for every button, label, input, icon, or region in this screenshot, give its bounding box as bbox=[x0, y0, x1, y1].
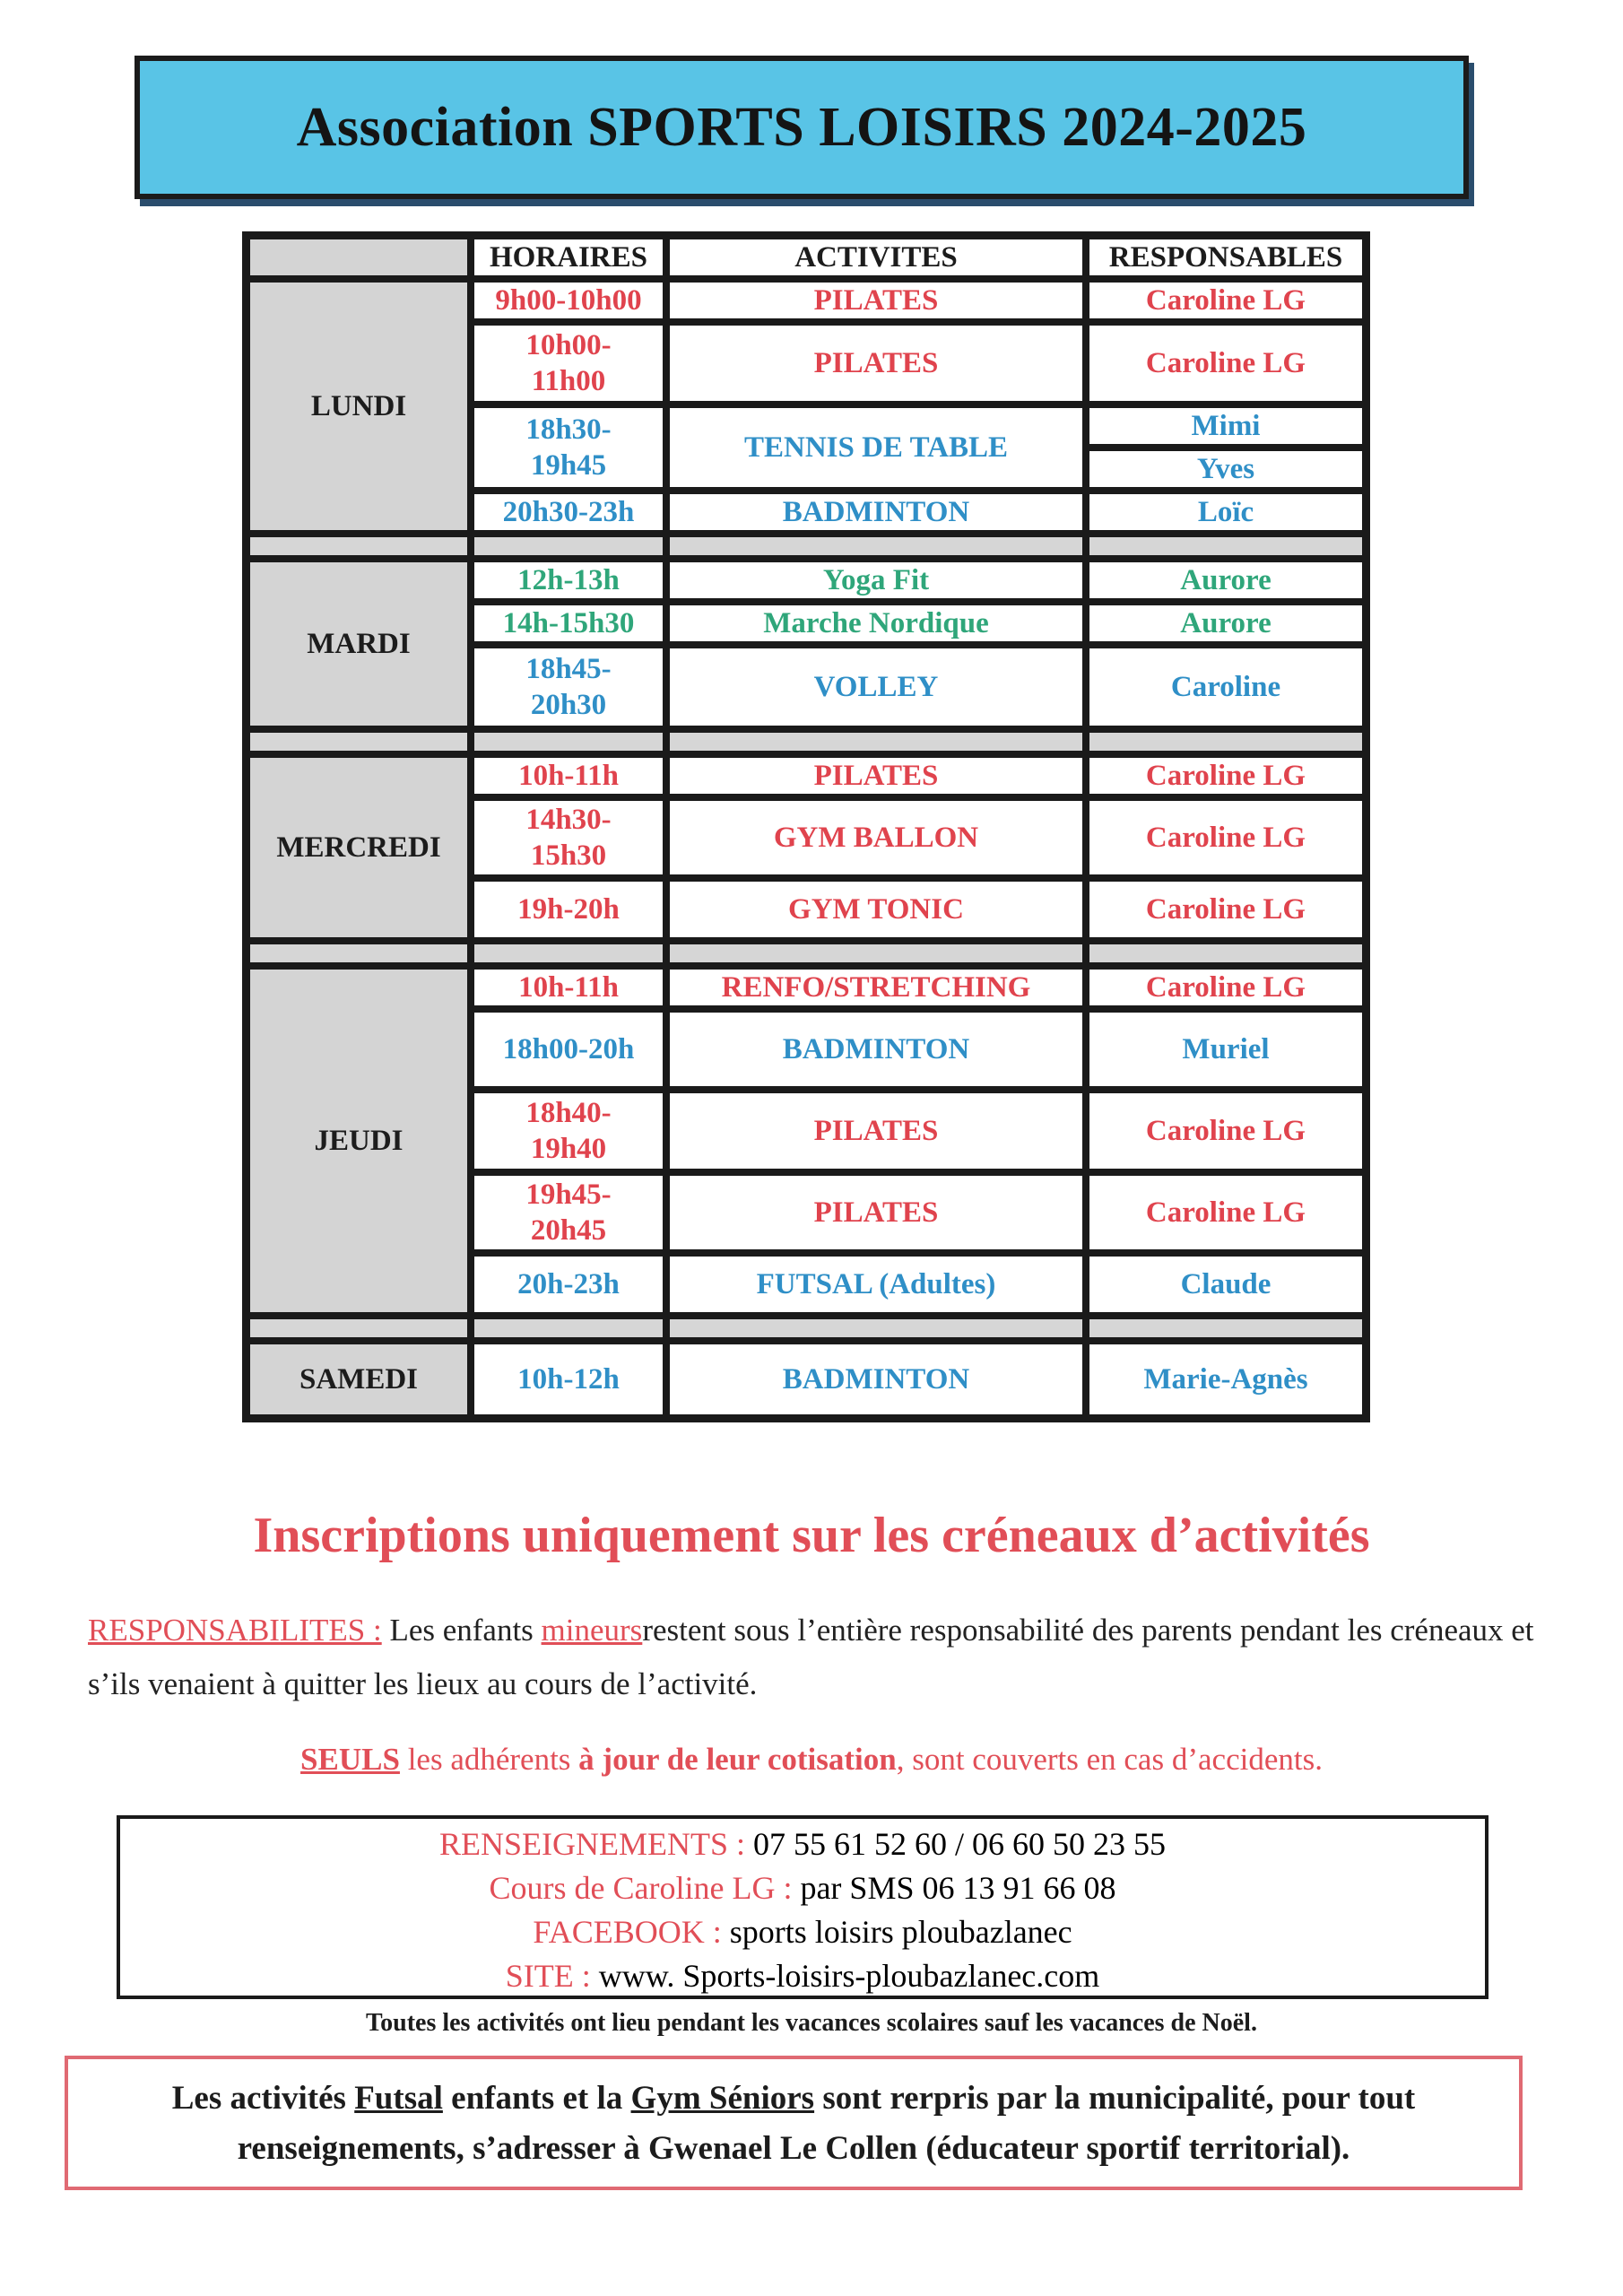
municipality-note-box bbox=[65, 2056, 1523, 2190]
activity-cell: GYM TONIC bbox=[666, 878, 1086, 941]
bottom-text-3: sont rerpris par la municipalité, pour tout renseignements, s’adresser à Gwenael Le Collen (éducateur sportif territorial). bbox=[237, 2080, 1416, 2167]
seuls-paragraph bbox=[0, 1733, 1623, 1787]
site-value: www. Sports-loisirs-ploubazlanec.com bbox=[590, 1958, 1100, 1994]
activity-cell: PILATES bbox=[666, 1090, 1086, 1172]
headline: Inscriptions uniquement sur les créneaux d’activités bbox=[253, 1508, 1370, 1563]
responsable-cell: Caroline LG bbox=[1086, 322, 1366, 404]
table-row bbox=[247, 754, 1366, 797]
table-row bbox=[247, 1341, 1366, 1418]
facebook-label: FACEBOOK : bbox=[533, 1914, 722, 1950]
responsable-cell: Caroline LG bbox=[1086, 1172, 1366, 1253]
header-horaires: HORAIRES bbox=[471, 236, 666, 279]
day-mardi: MARDI bbox=[247, 559, 471, 729]
separator-cell bbox=[247, 941, 471, 966]
bottom-text-2: enfants et la bbox=[442, 2080, 631, 2117]
bottom-text-1: Les activités bbox=[171, 2080, 355, 2117]
time-cell bbox=[471, 797, 666, 878]
activity-cell: VOLLEY bbox=[666, 645, 1086, 729]
separator-cell bbox=[471, 534, 666, 559]
separator-cell bbox=[1086, 729, 1366, 754]
facebook-value: sports loisirs ploubazlanec bbox=[721, 1914, 1072, 1950]
info-box bbox=[117, 1815, 1488, 1999]
seuls-bold: à jour de leur cotisation bbox=[578, 1742, 897, 1777]
time-text: 14h30-15h30 bbox=[525, 804, 612, 872]
gym-seniors-word: Gym Séniors bbox=[630, 2080, 815, 2117]
time-cell: 19h-20h bbox=[471, 878, 666, 941]
activity-cell: BADMINTON bbox=[666, 1009, 1086, 1090]
responsable-cell: Aurore bbox=[1086, 602, 1366, 645]
responsable-cell: Caroline LG bbox=[1086, 878, 1366, 941]
separator-cell bbox=[247, 729, 471, 754]
activity-cell: RENFO/STRETCHING bbox=[666, 966, 1086, 1009]
separator-row bbox=[247, 941, 1366, 966]
responsable-cell: Mimi bbox=[1086, 404, 1366, 448]
header-blank-cell bbox=[247, 236, 471, 279]
separator-cell bbox=[471, 941, 666, 966]
responsabilites-paragraph bbox=[88, 1604, 1558, 1711]
time-cell: 10h-12h bbox=[471, 1341, 666, 1418]
separator-cell bbox=[247, 1316, 471, 1341]
responsable-cell: Caroline LG bbox=[1086, 279, 1366, 322]
responsable-cell: Claude bbox=[1086, 1253, 1366, 1316]
time-cell: 12h-13h bbox=[471, 559, 666, 602]
caroline-label: Cours de Caroline LG : bbox=[489, 1870, 793, 1906]
responsabilites-text-1: Les enfants bbox=[381, 1613, 542, 1648]
time-cell bbox=[471, 1172, 666, 1253]
table-row bbox=[247, 559, 1366, 602]
responsable-cell: Loïc bbox=[1086, 491, 1366, 534]
page-title: Association SPORTS LOISIRS 2024-2025 bbox=[296, 96, 1307, 158]
table-row bbox=[247, 279, 1366, 322]
responsable-cell: Caroline LG bbox=[1086, 966, 1366, 1009]
header-responsables: RESPONSABLES bbox=[1086, 236, 1366, 279]
separator-cell bbox=[247, 534, 471, 559]
seuls-text-1: les adhérents bbox=[399, 1742, 579, 1777]
separator-cell bbox=[1086, 534, 1366, 559]
responsable-cell: Aurore bbox=[1086, 559, 1366, 602]
time-text: 10h00-11h00 bbox=[525, 329, 612, 397]
holiday-note: Toutes les activités ont lieu pendant les vacances scolaires sauf les vacances de Noël. bbox=[366, 2009, 1257, 2037]
time-cell bbox=[471, 1090, 666, 1172]
caroline-value: par SMS 06 13 91 66 08 bbox=[792, 1870, 1116, 1906]
seuls-label: SEULS bbox=[300, 1742, 400, 1777]
schedule-table bbox=[242, 231, 1370, 1422]
site-label: SITE : bbox=[505, 1958, 591, 1994]
separator-cell bbox=[471, 729, 666, 754]
activity-cell: Marche Nordique bbox=[666, 602, 1086, 645]
time-cell bbox=[471, 404, 666, 491]
renseignements-label: RENSEIGNEMENTS : bbox=[438, 1826, 745, 1862]
activity-cell: TENNIS DE TABLE bbox=[666, 404, 1086, 491]
time-cell: 20h-23h bbox=[471, 1253, 666, 1316]
time-cell: 9h00-10h00 bbox=[471, 279, 666, 322]
mineurs-word: mineurs bbox=[541, 1613, 643, 1648]
responsable-cell: Caroline LG bbox=[1086, 1090, 1366, 1172]
activity-cell: FUTSAL (Adultes) bbox=[666, 1253, 1086, 1316]
responsable-cell: Caroline LG bbox=[1086, 797, 1366, 878]
facebook-line bbox=[120, 1910, 1485, 1954]
responsable-cell: Marie-Agnès bbox=[1086, 1341, 1366, 1418]
site-line bbox=[120, 1954, 1485, 1998]
day-lundi: LUNDI bbox=[247, 279, 471, 534]
time-cell: 18h00-20h bbox=[471, 1009, 666, 1090]
renseignements-value: 07 55 61 52 60 / 06 60 50 23 55 bbox=[744, 1826, 1166, 1862]
time-cell: 14h-15h30 bbox=[471, 602, 666, 645]
responsabilites-label: RESPONSABILITES : bbox=[88, 1613, 382, 1648]
day-samedi: SAMEDI bbox=[247, 1341, 471, 1418]
time-text: 18h45-20h30 bbox=[525, 653, 612, 721]
time-cell bbox=[471, 645, 666, 729]
header-activites: ACTIVITES bbox=[666, 236, 1086, 279]
seuls-text-2: , sont couverts en cas d’accidents. bbox=[896, 1742, 1323, 1777]
renseignements-line bbox=[120, 1822, 1485, 1866]
day-mercredi: MERCREDI bbox=[247, 754, 471, 941]
separator-cell bbox=[471, 1316, 666, 1341]
activity-cell: PILATES bbox=[666, 1172, 1086, 1253]
separator-cell bbox=[666, 729, 1086, 754]
separator-cell bbox=[666, 941, 1086, 966]
activity-cell: BADMINTON bbox=[666, 491, 1086, 534]
time-cell: 10h-11h bbox=[471, 966, 666, 1009]
futsal-word: Futsal bbox=[354, 2080, 443, 2117]
time-cell: 10h-11h bbox=[471, 754, 666, 797]
activity-cell: PILATES bbox=[666, 754, 1086, 797]
title-banner bbox=[135, 56, 1469, 199]
header-row bbox=[247, 236, 1366, 279]
separator-cell bbox=[666, 534, 1086, 559]
responsable-cell: Yves bbox=[1086, 448, 1366, 491]
separator-row bbox=[247, 729, 1366, 754]
activity-cell: GYM BALLON bbox=[666, 797, 1086, 878]
caroline-line bbox=[120, 1866, 1485, 1910]
time-text: 19h45-20h45 bbox=[525, 1178, 612, 1247]
separator-row bbox=[247, 534, 1366, 559]
separator-cell bbox=[1086, 1316, 1366, 1341]
time-text: 18h30-19h45 bbox=[525, 413, 612, 482]
day-jeudi: JEUDI bbox=[247, 966, 471, 1316]
separator-cell bbox=[1086, 941, 1366, 966]
separator-cell bbox=[666, 1316, 1086, 1341]
responsable-cell: Caroline bbox=[1086, 645, 1366, 729]
activity-cell: BADMINTON bbox=[666, 1341, 1086, 1418]
separator-row bbox=[247, 1316, 1366, 1341]
activity-cell: PILATES bbox=[666, 279, 1086, 322]
time-text: 18h40-19h40 bbox=[525, 1097, 612, 1165]
responsabilites-text-2: restent sous l’entière responsabilité des parents pendant les créneaux et s’ils venaient à quitter les lieux au cours de l’activité. bbox=[88, 1613, 1534, 1701]
activity-cell: PILATES bbox=[666, 322, 1086, 404]
responsable-cell: Muriel bbox=[1086, 1009, 1366, 1090]
time-cell: 20h30-23h bbox=[471, 491, 666, 534]
table-row bbox=[247, 966, 1366, 1009]
responsable-cell: Caroline LG bbox=[1086, 754, 1366, 797]
activity-cell: Yoga Fit bbox=[666, 559, 1086, 602]
time-cell bbox=[471, 322, 666, 404]
